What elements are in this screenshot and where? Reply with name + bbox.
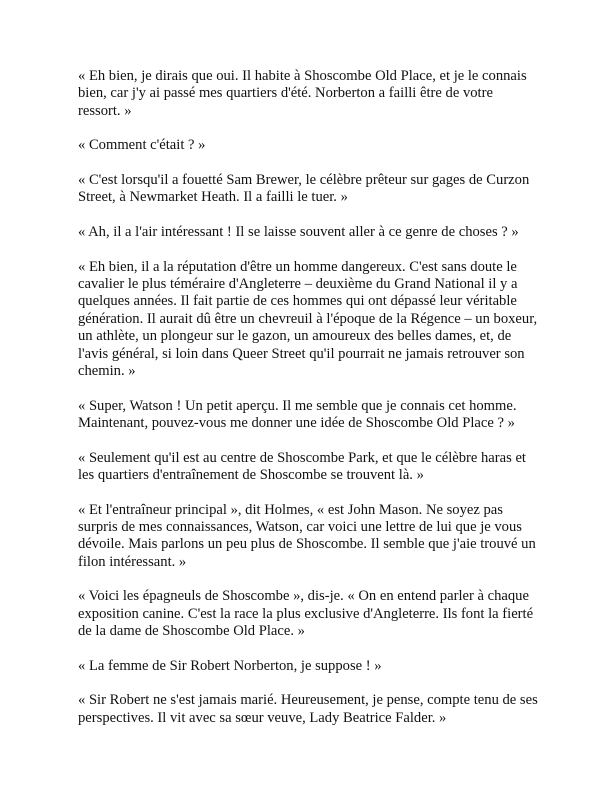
paragraph: « Voici les épagneuls de Shoscombe », dis-je. « On en entend parler à chaque exposition canine. C'est la race la plus exclusive d'Angleterre. Ils font la fierté de la dame de Shoscombe Old Place. » — [78, 588, 534, 640]
paragraph: « Super, Watson ! Un petit aperçu. Il me semble que je connais cet homme. Maintenant, pouvez-vous me donner une idée de Shoscombe Old Place ? » — [78, 397, 517, 432]
paragraph: « Ah, il a l'air intéressant ! Il se laisse souvent aller à ce genre de choses ? » — [78, 224, 519, 240]
document-page — [78, 68, 538, 744]
paragraph: « La femme de Sir Robert Norberton, je suppose ! » — [78, 657, 382, 674]
paragraph: « Et l'entraîneur principal », dit Holmes, « est John Mason. Ne soyez pas surpris de mes connaissances, Watson, car voici une lettre de lui que je vous dévoile. Mais parlons un peu plus de Shoscombe. Il semble que j'aie trouvé un filon intéressant. » — [78, 501, 536, 570]
paragraph: « Seulement qu'il est au centre de Shoscombe Park, et que le célèbre haras et les quartiers d'entraînement de Shoscombe se trouvent là. » — [78, 449, 526, 484]
paragraph: « Eh bien, je dirais que oui. Il habite à Shoscombe Old Place, et je le connais bien, car j'y ai passé mes quartiers d'été. Norberton a failli être de votre ressort. » — [78, 68, 527, 119]
paragraph: « Eh bien, il a la réputation d'être un homme dangereux. C'est sans doute le cavalier le plus téméraire d'Angleterre – deuxième du Grand National il y a quelques années. Il fait partie de ces hommes qui ont dépassé leur véritable génération. Il aurait dû être un chevreuil à l'époque de la Régence – un boxeur, un athlète, un plongeur sur le gazon, un amoureux des belles dames, et, de l'avis général, si loin dans Queer Street qu'il pourrait ne jamais retrouver son chemin. » — [78, 258, 538, 380]
paragraph: « Comment c'était ? » — [78, 137, 206, 154]
paragraph: « C'est lorsqu'il a fouetté Sam Brewer, le célèbre prêteur sur gages de Curzon Street, à Newmarket Heath. Il a failli le tuer. » — [78, 172, 530, 206]
paragraph: « Sir Robert ne s'est jamais marié. Heureusement, je pense, compte tenu de ses perspectives. Il vit avec sa sœur veuve, Lady Beatrice Falder. » — [78, 692, 538, 726]
